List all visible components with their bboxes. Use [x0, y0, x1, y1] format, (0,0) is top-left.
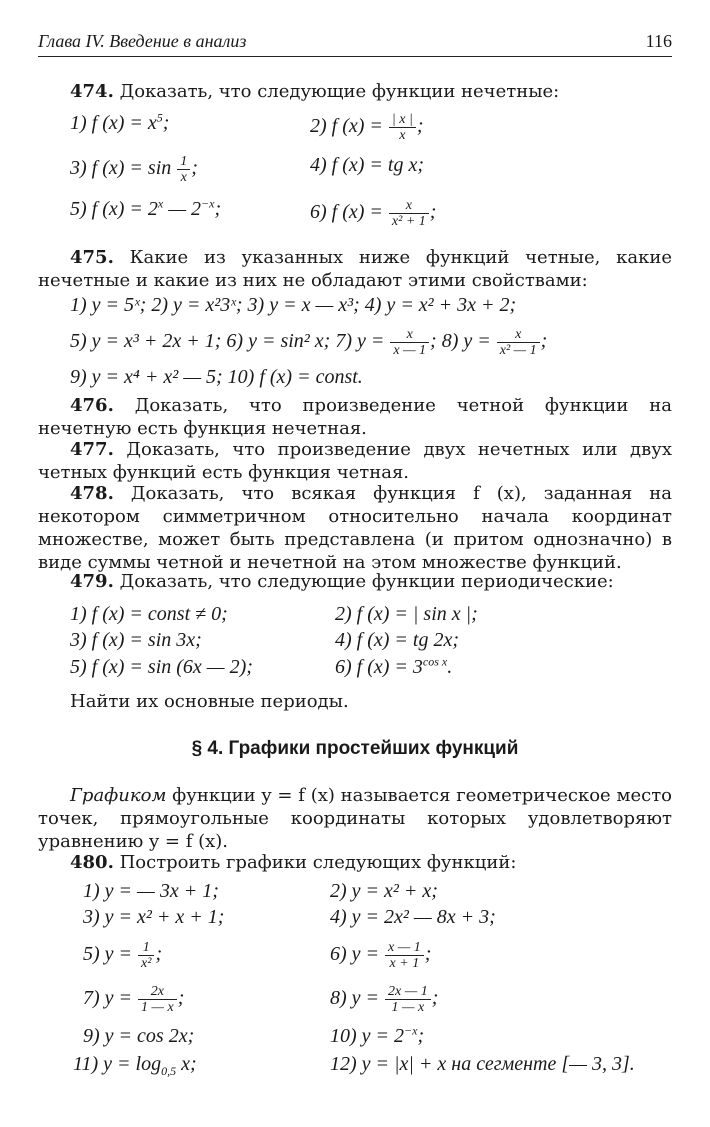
- defined-term: Графиком: [70, 785, 167, 806]
- problem-480-row-2: [38, 906, 672, 936]
- function-item: 2) f (x) = $\frac{| x |}{x}$ ;: [310, 112, 424, 143]
- problem-number: 478.: [70, 483, 114, 504]
- function-item: 5) f (x) = sin (6x — 2);: [70, 656, 253, 678]
- problem-474-row-1: [38, 112, 672, 142]
- chapter-title: Глава IV. Введение в анализ: [38, 31, 247, 51]
- problem-475-line-2: 5) y = x³ + 2x + 1; 6) y = sin² x; 7) y = $\frac{x}{x — 1}$ ; 8) y = $\frac{x}{\text{x² — 1}}$ ;: [70, 327, 548, 358]
- problem-477: [38, 438, 672, 484]
- problem-478: [38, 482, 672, 574]
- function-item: 4) y = 2x² — 8x + 3;: [330, 906, 496, 928]
- problem-number: 480.: [70, 852, 114, 873]
- problem-474-row-3: [38, 198, 672, 228]
- problem-474-row-2: [38, 154, 672, 184]
- function-item: 2) f (x) = | sin x |;: [335, 603, 478, 625]
- problem-479-row-2: [38, 629, 672, 659]
- problem-480-row-6: [38, 1053, 672, 1083]
- problem-476: [38, 394, 672, 440]
- problem-text: Доказать, что произведение четной функции на нечетную есть функция нечетная.: [38, 395, 672, 439]
- problem-number: 475.: [70, 247, 114, 268]
- problem-479-row-3: [38, 656, 672, 686]
- section-heading: § 4. Графики простейших функций: [191, 738, 519, 759]
- problem-475: [38, 246, 672, 292]
- function-item: 12) y = |x| + x на сегменте [— 3, 3].: [330, 1053, 635, 1075]
- definition-text: функции y = f (x) называется геометрическое место точек, прямоугольные координаты которых удовлетворяют уравнению y = f (x).: [38, 785, 672, 852]
- problem-number: 474.: [70, 81, 114, 102]
- problem-480: [38, 851, 672, 874]
- problem-475-line-1: 1) y = 5ˣ; 2) y = x²3ˣ; 3) y = x — x³; 4) y = x² + 3x + 2;: [70, 294, 517, 316]
- function-item: 9) y = cos 2x;: [83, 1025, 195, 1047]
- problem-text: Доказать, что всякая функция f (x), заданная на некотором симметричном относительно начала координат множестве, может быть представлена (и притом однозначно) в виде суммы четной и нечетной на этом множестве функций.: [38, 483, 672, 573]
- problem-text: Доказать, что следующие функции нечетные:: [119, 81, 560, 102]
- function-item: 6) y = $\frac{x — 1}{x + 1}$ ;: [330, 940, 432, 971]
- problem-479-followup: Найти их основные периоды.: [70, 691, 349, 712]
- problem-480-row-5: [38, 1025, 672, 1055]
- function-item: 3) f (x) = sin 3x;: [70, 629, 202, 651]
- function-item: 10) $y = 2^{-x}$;: [330, 1023, 425, 1047]
- function-item: 1) f $(x) = x^5$;: [70, 110, 170, 134]
- problem-479: [38, 570, 672, 593]
- problem-number: 479.: [70, 571, 114, 592]
- problem-text: Доказать, что следующие функции периодические:: [119, 571, 614, 592]
- function-item: 6) f (x) = $\frac{x}{\text{x² + 1}}$ ;: [310, 198, 437, 229]
- function-item: 5) y = $\frac{1}{\text{x²}}$ ;: [83, 940, 163, 971]
- problem-480-row-3: [38, 940, 672, 970]
- function-item: 5) f $(x) = 2^x$ — $2^{-x}$;: [70, 196, 222, 220]
- function-item: 6) f $(x) = 3^{cos x}$.: [335, 654, 453, 678]
- function-item: 1) f (x) = const ≠ 0;: [70, 603, 228, 625]
- problem-text: Какие из указанных ниже функций четные, какие нечетные и какие из них не обладают этими свойствами:: [38, 247, 672, 291]
- problem-text: Построить графики следующих функций:: [119, 852, 517, 873]
- function-item: 11) $y = \log_{0,5} x$;: [73, 1053, 197, 1078]
- problem-474: [38, 80, 672, 103]
- function-item: 2) y = x² + x;: [330, 880, 438, 902]
- running-header: [38, 30, 672, 57]
- function-item: 7) y = $\frac{2x}{1 — x}$ ;: [83, 984, 185, 1015]
- problem-475-line-3: 9) y = x⁴ + x² — 5; 10) f (x) = const.: [70, 366, 363, 388]
- page-number: 116: [645, 31, 672, 51]
- function-item: 8) y = $\frac{2x — 1}{1 — x}$ ;: [330, 984, 439, 1015]
- problem-text: Доказать, что произведение двух нечетных или двух четных функций есть функция четная.: [38, 439, 672, 483]
- function-item: 3) y = x² + x + 1;: [83, 906, 225, 928]
- problem-480-row-4: [38, 984, 672, 1014]
- function-item: 1) y = — 3x + 1;: [83, 880, 219, 902]
- problem-number: 477.: [70, 439, 114, 460]
- definition-paragraph: [38, 784, 672, 853]
- problem-number: 476.: [70, 395, 114, 416]
- function-item: 3) f (x) = sin $\frac{1}{x}$ ;: [70, 154, 198, 185]
- function-item: 4) f (x) = tg x;: [310, 154, 425, 176]
- function-item: 4) f (x) = tg 2x;: [335, 629, 460, 651]
